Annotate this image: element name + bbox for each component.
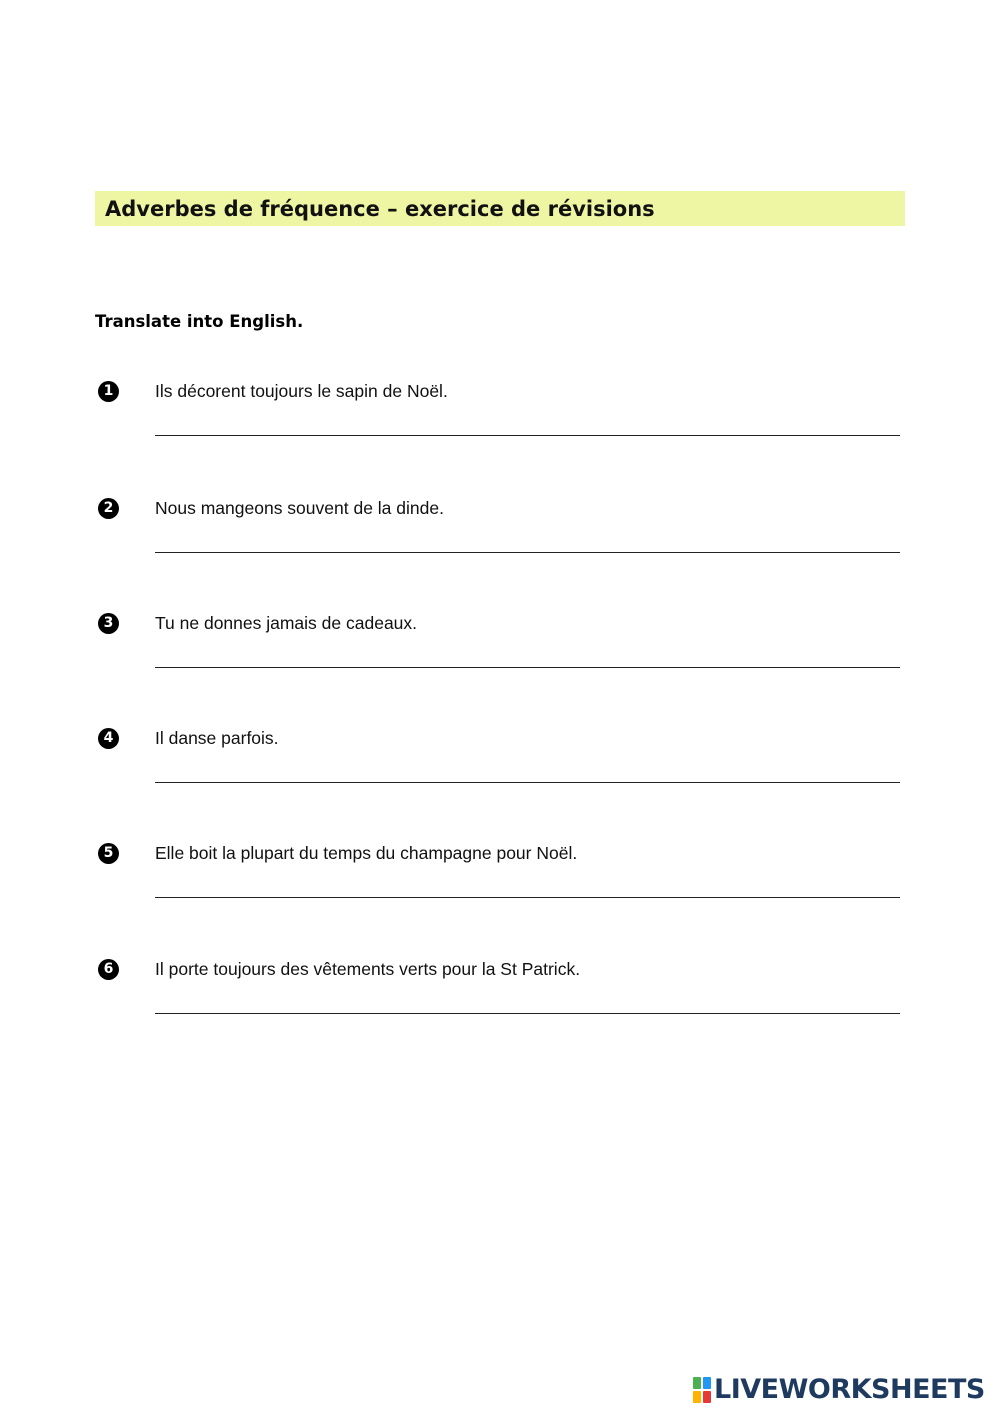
item-sentence: Elle boit la plupart du temps du champagne pour Noël. [155, 843, 578, 863]
liveworksheets-logo-icon [692, 1376, 712, 1404]
item-sentence: Il porte toujours des vêtements verts pour la St Patrick. [155, 959, 581, 979]
item-number-badge: 2 [98, 498, 119, 519]
item-number-badge: 3 [98, 613, 119, 634]
exercise-item-6 [95, 958, 905, 1048]
item-sentence: Il danse parfois. [155, 728, 279, 748]
answer-line[interactable] [155, 667, 900, 668]
page-title: Adverbes de fréquence – exercice de révisions [105, 197, 655, 221]
item-sentence: Ils décorent toujours le sapin de Noël. [155, 381, 448, 401]
logo-wordmark: LIVEWORKSHEETS [714, 1374, 985, 1405]
exercise-item-3 [95, 612, 905, 702]
item-number-badge: 6 [98, 959, 119, 980]
answer-line[interactable] [155, 552, 900, 553]
answer-line[interactable] [155, 1013, 900, 1014]
item-sentence: Tu ne donnes jamais de cadeaux. [155, 613, 418, 633]
exercise-item-4 [95, 727, 905, 817]
item-sentence: Nous mangeons souvent de la dinde. [155, 498, 444, 518]
exercise-item-1 [95, 380, 905, 470]
instruction-text: Translate into English. [95, 312, 304, 331]
answer-line[interactable] [155, 782, 900, 783]
answer-line[interactable] [155, 435, 900, 436]
item-number-badge: 4 [98, 728, 119, 749]
exercise-item-2 [95, 497, 905, 587]
liveworksheets-logo[interactable] [692, 1372, 985, 1408]
item-number-badge: 1 [98, 381, 119, 402]
item-number-badge: 5 [98, 843, 119, 864]
exercise-item-5 [95, 842, 905, 932]
title-banner [95, 191, 905, 226]
answer-line[interactable] [155, 897, 900, 898]
